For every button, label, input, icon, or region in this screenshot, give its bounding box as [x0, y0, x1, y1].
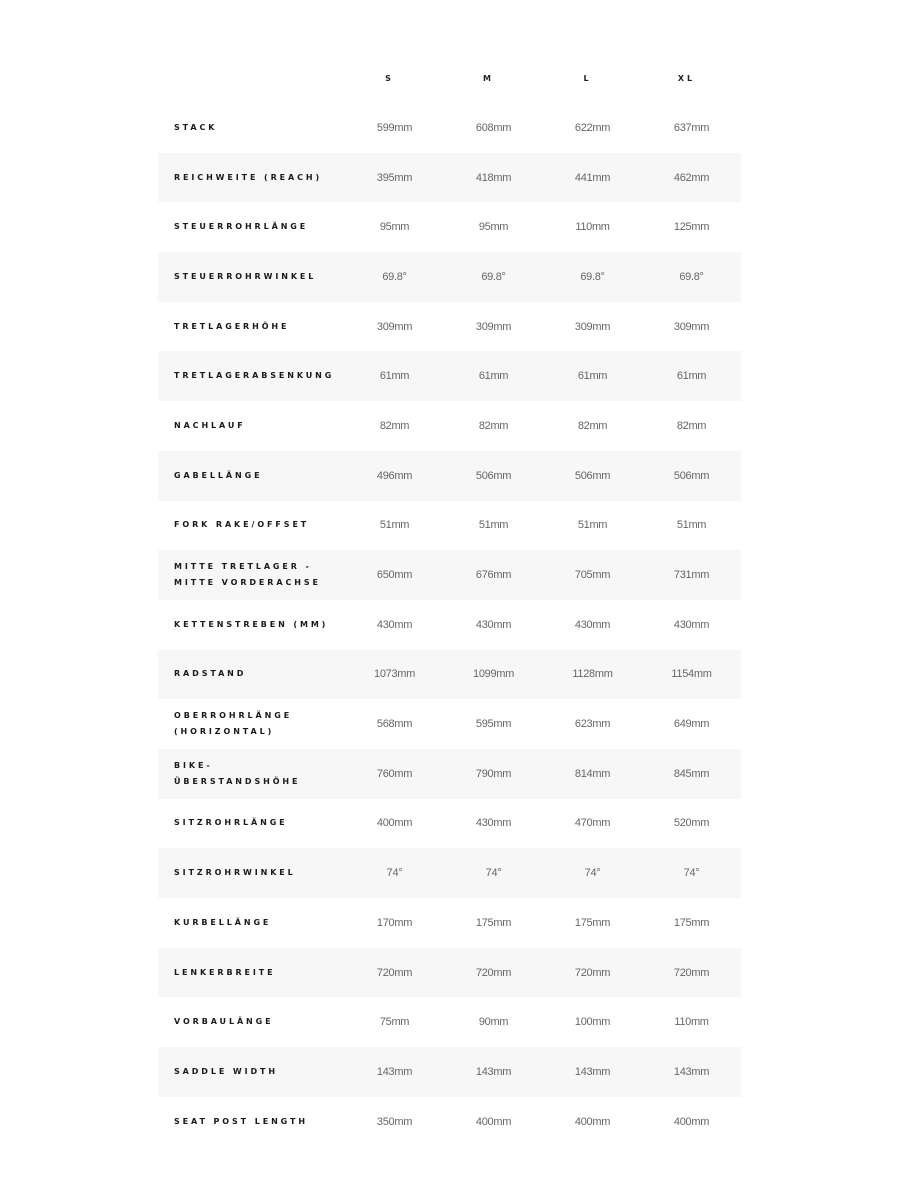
table-row: [158, 351, 741, 401]
value-cell-s: 74°: [386, 867, 403, 880]
value-cell-xl: 125mm: [673, 221, 710, 234]
row-label: SITZROHRLÄNGE: [174, 818, 288, 828]
value-cell-l: 309mm: [574, 320, 611, 333]
row-label: TRETLAGERHÖHE: [174, 321, 290, 331]
value-cell-l: 400mm: [574, 1115, 611, 1128]
size-header-xl: XL: [677, 73, 696, 83]
value-cell-l: 622mm: [574, 121, 611, 134]
value-cell-xl: 462mm: [673, 171, 710, 184]
value-cell-s: 143mm: [376, 1065, 413, 1078]
value-cell-xl: 649mm: [673, 718, 710, 731]
value-cell-m: 676mm: [475, 569, 512, 582]
value-cell-xl: 51mm: [676, 519, 707, 532]
value-cell-s: 568mm: [376, 718, 413, 731]
value-cell-l: 69.8°: [580, 270, 605, 283]
value-cell-m: 95mm: [478, 221, 509, 234]
table-row: [158, 153, 741, 203]
table-row: [158, 1047, 741, 1097]
table-row: [158, 948, 741, 998]
row-label: SADDLE WIDTH: [174, 1066, 278, 1076]
row-label: SITZROHRWINKEL: [174, 868, 296, 878]
table-row: [158, 451, 741, 501]
row-label: STACK: [174, 122, 218, 132]
value-cell-m: 418mm: [475, 171, 512, 184]
value-cell-l: 623mm: [574, 718, 611, 731]
value-cell-s: 95mm: [379, 221, 410, 234]
value-cell-s: 69.8°: [382, 270, 407, 283]
value-cell-s: 170mm: [376, 916, 413, 929]
value-cell-m: 608mm: [475, 121, 512, 134]
value-cell-s: 400mm: [376, 817, 413, 830]
row-label: VORBAULÄNGE: [174, 1017, 274, 1027]
value-cell-l: 720mm: [574, 966, 611, 979]
row-label: FORK RAKE/OFFSET: [174, 520, 310, 530]
value-cell-xl: 74°: [683, 867, 700, 880]
row-label: TRETLAGERABSENKUNG: [174, 371, 335, 381]
value-cell-m: 400mm: [475, 1115, 512, 1128]
table-row: [158, 749, 741, 799]
value-cell-m: 143mm: [475, 1065, 512, 1078]
row-label: GABELLÄNGE: [174, 470, 263, 480]
value-cell-xl: 400mm: [673, 1115, 710, 1128]
value-cell-s: 350mm: [376, 1115, 413, 1128]
value-cell-s: 51mm: [379, 519, 410, 532]
table-row: [158, 501, 741, 551]
table-body: [158, 103, 741, 1146]
value-cell-l: 705mm: [574, 569, 611, 582]
value-cell-m: 175mm: [475, 916, 512, 929]
table-row: [158, 799, 741, 849]
size-header-row: [158, 53, 741, 103]
value-cell-l: 110mm: [575, 221, 610, 234]
value-cell-xl: 69.8°: [679, 270, 704, 283]
value-cell-l: 814mm: [574, 767, 611, 780]
row-label: STEUERROHRWINKEL: [174, 271, 317, 281]
value-cell-s: 82mm: [379, 419, 410, 432]
value-cell-s: 650mm: [376, 569, 413, 582]
row-label: MITTE TRETLAGER - MITTE VORDERACHSE: [174, 562, 321, 588]
table-row: [158, 103, 741, 153]
value-cell-l: 51mm: [577, 519, 608, 532]
table-row: [158, 550, 741, 600]
value-cell-xl: 520mm: [673, 817, 710, 830]
value-cell-s: 395mm: [376, 171, 413, 184]
value-cell-m: 1099mm: [473, 668, 514, 681]
row-label: REICHWEITE (REACH): [174, 172, 323, 182]
value-cell-xl: 309mm: [673, 320, 710, 333]
row-label: KETTENSTREBEN (MM): [174, 619, 329, 629]
value-cell-l: 441mm: [574, 171, 611, 184]
table-row: [158, 302, 741, 352]
value-cell-m: 90mm: [478, 1016, 509, 1029]
value-cell-s: 1073mm: [374, 668, 415, 681]
value-cell-m: 790mm: [475, 767, 512, 780]
value-cell-l: 100mm: [574, 1016, 611, 1029]
row-label: RADSTAND: [174, 669, 247, 679]
value-cell-xl: 110mm: [674, 1016, 709, 1029]
value-cell-m: 309mm: [475, 320, 512, 333]
value-cell-m: 69.8°: [481, 270, 506, 283]
value-cell-s: 599mm: [376, 121, 413, 134]
value-cell-m: 61mm: [478, 370, 509, 383]
value-cell-s: 75mm: [379, 1016, 410, 1029]
value-cell-m: 595mm: [475, 718, 512, 731]
value-cell-xl: 731mm: [673, 569, 710, 582]
table-row: [158, 848, 741, 898]
size-header-l: L: [583, 73, 592, 83]
value-cell-l: 74°: [584, 867, 601, 880]
value-cell-xl: 82mm: [676, 419, 707, 432]
value-cell-xl: 1154mm: [671, 668, 712, 681]
row-label: BIKE- ÜBERSTANDSHÖHE: [174, 760, 301, 786]
value-cell-s: 61mm: [379, 370, 410, 383]
value-cell-l: 61mm: [577, 370, 608, 383]
value-cell-l: 175mm: [574, 916, 611, 929]
value-cell-l: 1128mm: [572, 668, 613, 681]
table-row: [158, 699, 741, 749]
value-cell-xl: 61mm: [676, 370, 707, 383]
value-cell-m: 430mm: [475, 618, 512, 631]
row-label: OBERROHRLÄNGE (HORIZONTAL): [174, 711, 293, 737]
size-header-s: S: [385, 73, 394, 83]
value-cell-s: 496mm: [376, 469, 413, 482]
value-cell-m: 430mm: [475, 817, 512, 830]
value-cell-xl: 720mm: [673, 966, 710, 979]
value-cell-s: 760mm: [376, 767, 413, 780]
table-row: [158, 252, 741, 302]
table-row: [158, 650, 741, 700]
value-cell-m: 74°: [485, 867, 502, 880]
table-row: [158, 202, 741, 252]
table-row: [158, 401, 741, 451]
value-cell-xl: 845mm: [673, 767, 710, 780]
table-row: [158, 1097, 741, 1147]
value-cell-l: 470mm: [574, 817, 611, 830]
row-label: KURBELLÄNGE: [174, 917, 272, 927]
value-cell-xl: 143mm: [673, 1065, 710, 1078]
value-cell-m: 720mm: [475, 966, 512, 979]
row-label: SEAT POST LENGTH: [174, 1116, 308, 1126]
table-row: [158, 898, 741, 948]
table-row: [158, 997, 741, 1047]
value-cell-m: 82mm: [478, 419, 509, 432]
value-cell-xl: 430mm: [673, 618, 710, 631]
value-cell-xl: 175mm: [673, 916, 710, 929]
row-label: NACHLAUF: [174, 420, 246, 430]
row-label: STEUERROHRLÄNGE: [174, 222, 309, 232]
value-cell-s: 720mm: [376, 966, 413, 979]
value-cell-xl: 506mm: [673, 469, 710, 482]
value-cell-l: 143mm: [574, 1065, 611, 1078]
value-cell-s: 309mm: [376, 320, 413, 333]
value-cell-m: 51mm: [478, 519, 509, 532]
value-cell-xl: 637mm: [673, 121, 710, 134]
geometry-table: [158, 53, 741, 1146]
table-row: [158, 600, 741, 650]
value-cell-m: 506mm: [475, 469, 512, 482]
value-cell-l: 506mm: [574, 469, 611, 482]
value-cell-l: 430mm: [574, 618, 611, 631]
value-cell-l: 82mm: [577, 419, 608, 432]
row-label: LENKERBREITE: [174, 967, 276, 977]
size-header-m: M: [483, 73, 494, 83]
value-cell-s: 430mm: [376, 618, 413, 631]
